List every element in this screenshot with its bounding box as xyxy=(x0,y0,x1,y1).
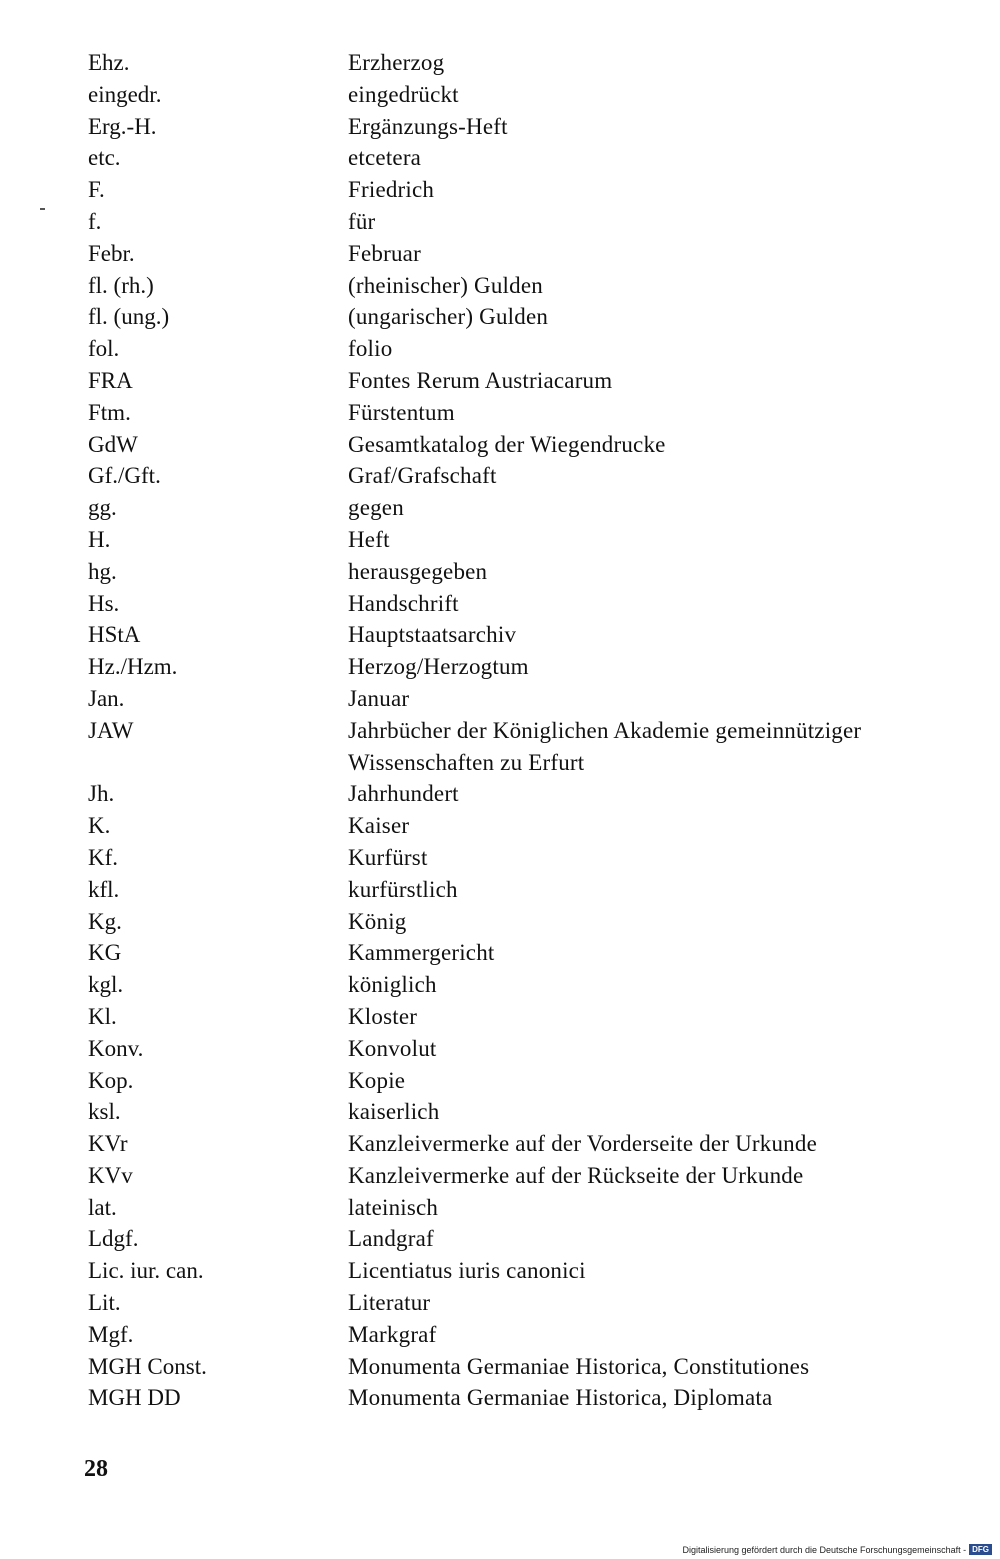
abbreviation: JAW xyxy=(88,717,134,743)
abbreviation: ksl. xyxy=(88,1099,121,1125)
list-item xyxy=(0,1382,1000,1414)
abbreviation: fol. xyxy=(88,336,120,362)
list-item xyxy=(0,365,1000,397)
list-item xyxy=(0,333,1000,365)
abbreviation: Konv. xyxy=(88,1035,144,1061)
list-item xyxy=(0,1001,1000,1033)
page-number: 28 xyxy=(84,1456,108,1482)
abbreviation: HStA xyxy=(88,622,141,648)
abbreviation: kgl. xyxy=(88,972,124,998)
abbreviation: fl. (rh.) xyxy=(88,272,154,298)
list-item xyxy=(0,556,1000,588)
abbreviation: f. xyxy=(88,208,102,234)
abbreviation: Gf./Gft. xyxy=(88,463,161,489)
list-item xyxy=(0,429,1000,461)
expansion: Konvolut xyxy=(348,1035,437,1061)
expansion: Handschrift xyxy=(348,590,459,616)
abbreviation: Lic. iur. can. xyxy=(88,1258,204,1284)
list-item xyxy=(0,906,1000,938)
list-item xyxy=(0,842,1000,874)
expansion: Februar xyxy=(348,240,421,266)
abbreviation: F. xyxy=(88,177,105,203)
expansion: Januar xyxy=(348,685,410,711)
expansion: Kloster xyxy=(348,1003,418,1029)
expansion: Kaiser xyxy=(348,813,410,839)
footer-credit xyxy=(682,1544,992,1555)
abbreviation: Mgf. xyxy=(88,1321,134,1347)
abbreviation: Lit. xyxy=(88,1290,121,1316)
abbreviation: Kl. xyxy=(88,1003,117,1029)
expansion: Literatur xyxy=(348,1290,431,1316)
footer-text: Digitalisierung gefördert durch die Deutsche Forschungsgemeinschaft - xyxy=(682,1544,967,1555)
expansion: Kurfürst xyxy=(348,844,428,870)
list-item xyxy=(0,301,1000,333)
abbreviation: Jan. xyxy=(88,685,125,711)
abbreviation: Jh. xyxy=(88,781,115,807)
list-item xyxy=(0,810,1000,842)
abbreviation: fl. (ung.) xyxy=(88,304,170,330)
list-item xyxy=(0,111,1000,143)
expansion: königlich xyxy=(348,972,437,998)
expansion: (ungarischer) Gulden xyxy=(348,304,549,330)
expansion: herausgegeben xyxy=(348,558,488,584)
list-item xyxy=(0,397,1000,429)
list-item xyxy=(0,492,1000,524)
abbreviation: hg. xyxy=(88,558,117,584)
list-item xyxy=(0,651,1000,683)
expansion: Herzog/Herzogtum xyxy=(348,654,529,680)
expansion: Graf/Grafschaft xyxy=(348,463,497,489)
abbreviation: Hz./Hzm. xyxy=(88,654,178,680)
expansion: Licentiatus iuris canonici xyxy=(348,1258,586,1284)
expansion: Fürstentum xyxy=(348,399,455,425)
list-item xyxy=(0,874,1000,906)
list-item xyxy=(0,524,1000,556)
abbreviation: K. xyxy=(88,813,111,839)
expansion: Friedrich xyxy=(348,177,435,203)
abbreviation: Kop. xyxy=(88,1067,134,1093)
expansion: eingedrückt xyxy=(348,81,459,107)
list-item xyxy=(0,715,1000,779)
expansion: König xyxy=(348,908,407,934)
expansion: (rheinischer) Gulden xyxy=(348,272,543,298)
abbreviation: eingedr. xyxy=(88,81,162,107)
list-item xyxy=(0,1128,1000,1160)
expansion: Kammergericht xyxy=(348,940,495,966)
abbreviation: KVv xyxy=(88,1162,133,1188)
abbreviation: Febr. xyxy=(88,240,135,266)
abbreviation: MGH DD xyxy=(88,1385,181,1411)
list-item xyxy=(0,47,1000,79)
abbreviation: FRA xyxy=(88,367,133,393)
expansion: Ergänzungs-Heft xyxy=(348,113,508,139)
abbreviation: H. xyxy=(88,526,111,552)
expansion: gegen xyxy=(348,495,404,521)
list-item xyxy=(0,142,1000,174)
expansion: Jahrbücher der Königlichen Akademie gemeinnütziger Wissenschaften zu Erfurt xyxy=(348,717,862,775)
list-item xyxy=(0,238,1000,270)
list-item xyxy=(0,1319,1000,1351)
dfg-logo: DFG xyxy=(969,1544,992,1555)
abbreviation: Kg. xyxy=(88,908,122,934)
expansion: für xyxy=(348,208,376,234)
abbreviation: Hs. xyxy=(88,590,120,616)
expansion: Kopie xyxy=(348,1067,406,1093)
list-item xyxy=(0,79,1000,111)
abbreviation: Kf. xyxy=(88,844,119,870)
expansion: Kanzleivermerke auf der Vorderseite der Urkunde xyxy=(348,1131,817,1157)
abbreviation: lat. xyxy=(88,1194,117,1220)
list-item xyxy=(0,1096,1000,1128)
expansion: Hauptstaatsarchiv xyxy=(348,622,517,648)
expansion: lateinisch xyxy=(348,1194,439,1220)
expansion: etcetera xyxy=(348,145,422,171)
list-item xyxy=(0,174,1000,206)
list-item xyxy=(0,1351,1000,1383)
expansion: Kanzleivermerke auf der Rückseite der Urkunde xyxy=(348,1162,804,1188)
abbreviation: kfl. xyxy=(88,876,120,902)
expansion: Monumenta Germaniae Historica, Diplomata xyxy=(348,1385,773,1411)
expansion: Markgraf xyxy=(348,1321,437,1347)
abbreviation: MGH Const. xyxy=(88,1353,207,1379)
list-item xyxy=(0,270,1000,302)
abbreviation: GdW xyxy=(88,431,138,457)
abbreviation: Ftm. xyxy=(88,399,131,425)
list-item xyxy=(0,619,1000,651)
list-item xyxy=(0,1160,1000,1192)
abbreviation: Ehz. xyxy=(88,50,130,75)
expansion: Gesamtkatalog der Wiegendrucke xyxy=(348,431,666,457)
expansion: folio xyxy=(348,336,393,362)
list-item xyxy=(0,588,1000,620)
list-item xyxy=(0,969,1000,1001)
expansion: Monumenta Germaniae Historica, Constitutiones xyxy=(348,1353,810,1379)
abbreviation: Erg.-H. xyxy=(88,113,157,139)
list-item xyxy=(0,1033,1000,1065)
list-item xyxy=(0,1255,1000,1287)
list-item xyxy=(0,1287,1000,1319)
expansion: Jahrhundert xyxy=(348,781,459,807)
list-item xyxy=(0,1192,1000,1224)
expansion: Erzherzog xyxy=(348,50,445,75)
list-item xyxy=(0,460,1000,492)
abbreviation: Ldgf. xyxy=(88,1226,139,1252)
list-item xyxy=(0,937,1000,969)
list-item xyxy=(0,1223,1000,1255)
abbreviation: KVr xyxy=(88,1131,128,1157)
abbreviation: etc. xyxy=(88,145,121,171)
expansion: Heft xyxy=(348,526,390,552)
expansion: Landgraf xyxy=(348,1226,434,1252)
expansion: kurfürstlich xyxy=(348,876,458,902)
expansion: kaiserlich xyxy=(348,1099,440,1125)
list-item xyxy=(0,683,1000,715)
expansion: Fontes Rerum Austriacarum xyxy=(348,367,613,393)
abbreviation-list xyxy=(0,47,1000,1414)
list-item xyxy=(0,778,1000,810)
abbreviation: KG xyxy=(88,940,122,966)
list-item xyxy=(0,206,1000,238)
list-item xyxy=(0,1065,1000,1097)
abbreviation: gg. xyxy=(88,495,117,521)
